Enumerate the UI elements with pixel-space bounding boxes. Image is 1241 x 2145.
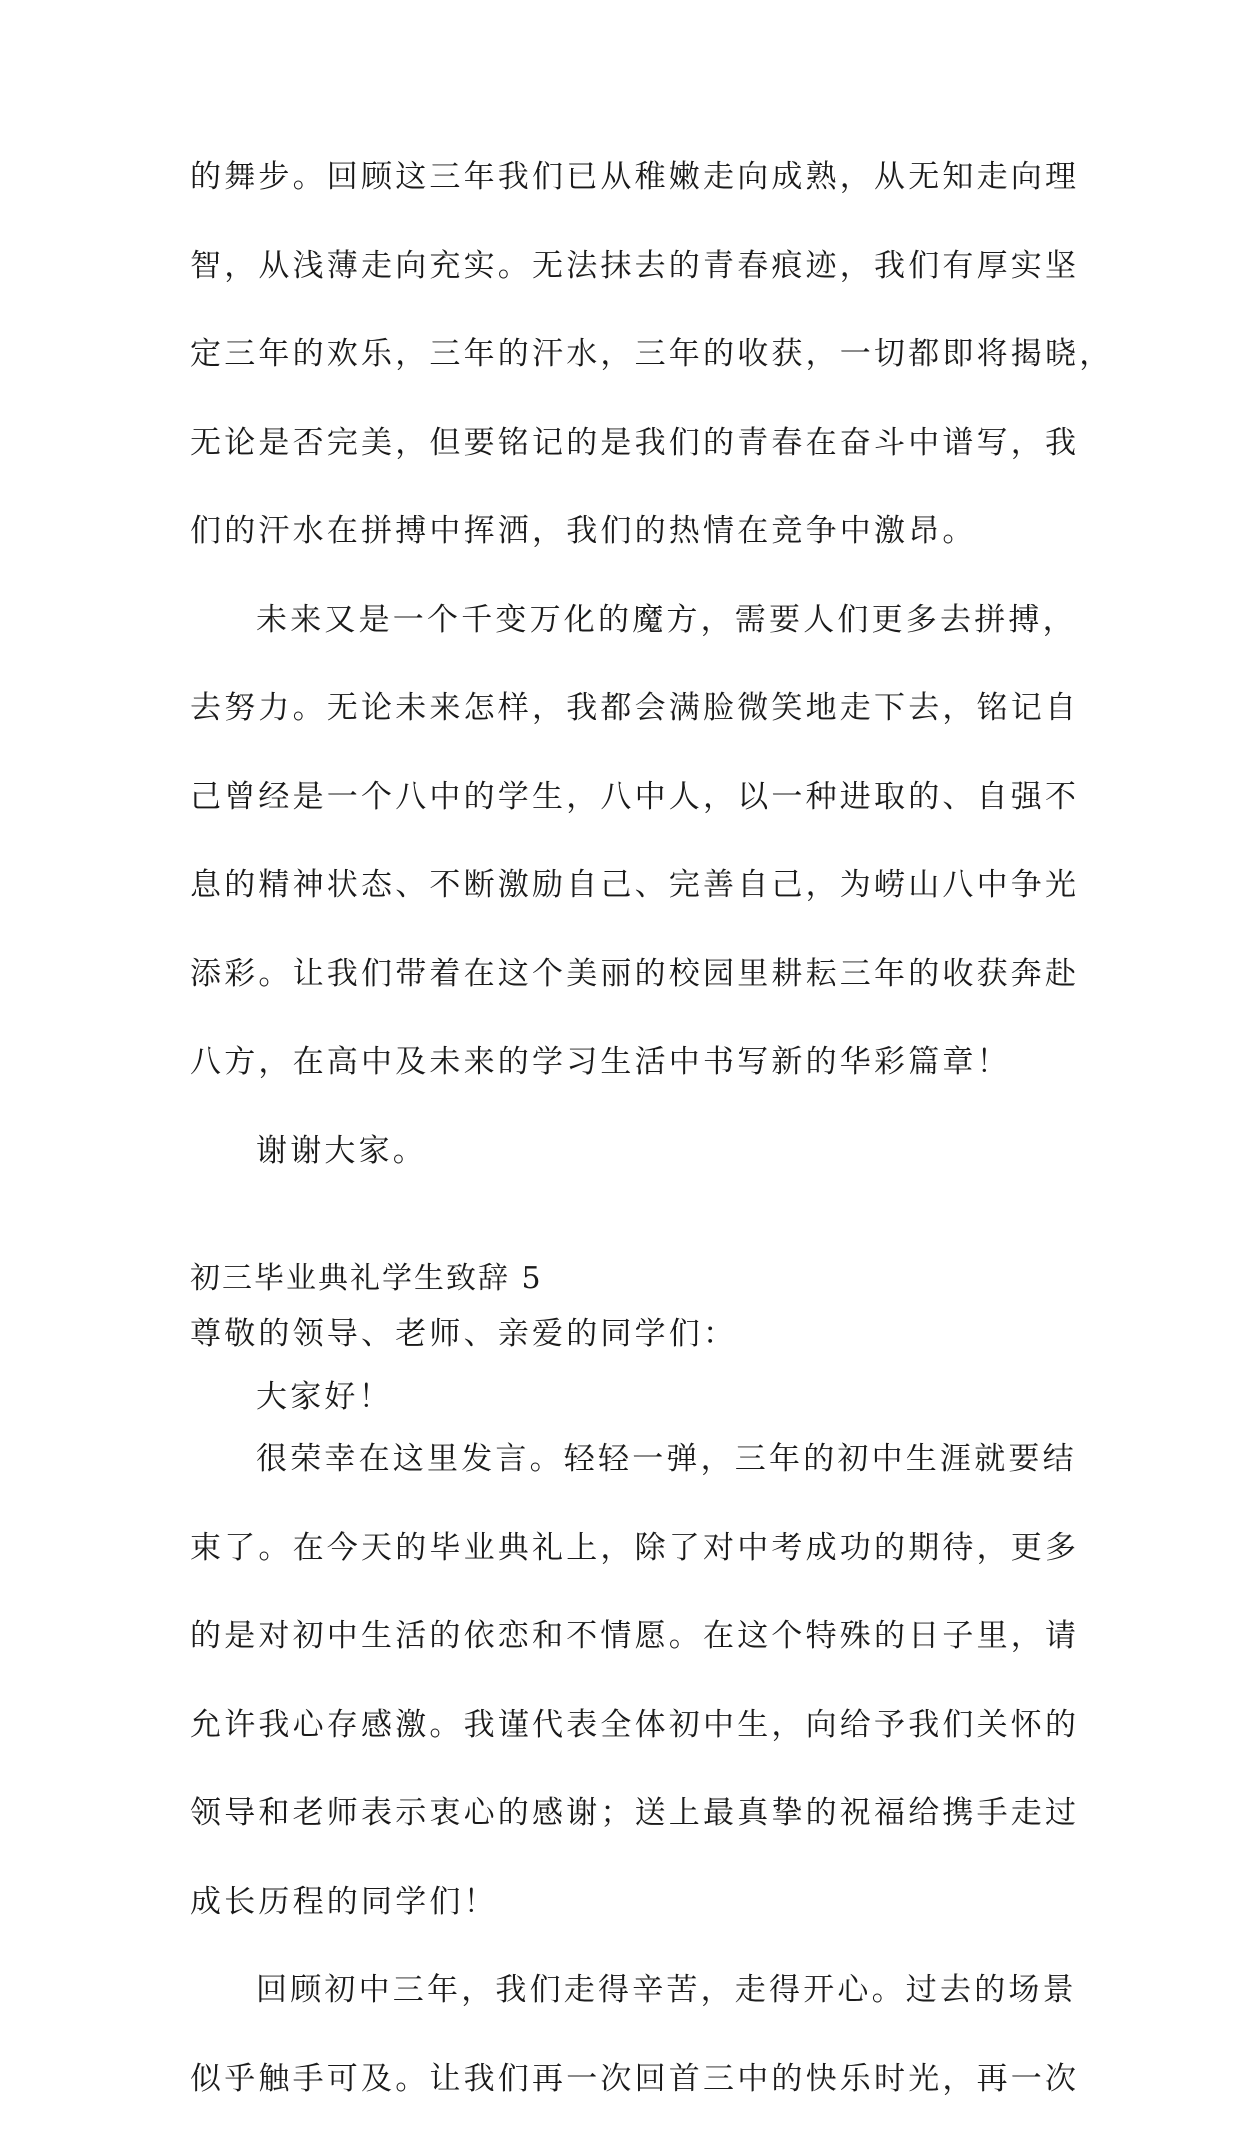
- text-line: 成长历程的同学们！: [190, 1883, 498, 1920]
- text-line: 定三年的欢乐，三年的汗水，三年的收获，一切都即将揭晓，: [190, 336, 1114, 372]
- thanks-line: 谢谢大家。: [256, 1132, 427, 1169]
- greeting: 大家好！: [256, 1379, 393, 1415]
- paragraph-1: [190, 155, 1114, 553]
- paragraph-4: [190, 1968, 1080, 2101]
- section-gap: [190, 1217, 1070, 1257]
- text-line: 似乎触手可及。让我们再一次回首三中的快乐时光，再一次: [190, 2060, 1080, 2097]
- text-line: 的是对初中生活的依恋和不情愿。在这个特殊的日子里，请: [190, 1618, 1080, 1654]
- text-line: 允许我心存感激。我谨代表全体初中生，向给予我们关怀的: [190, 1706, 1080, 1743]
- paragraph-3: [190, 1437, 1080, 1924]
- text-line: 八方，在高中及未来的学习生活中书写新的华彩篇章！: [190, 1044, 1011, 1080]
- text-line: 很荣幸在这里发言。轻轻一弹，三年的初中生涯就要结: [256, 1441, 1077, 1477]
- text-line: 无论是否完美，但要铭记的是我们的青春在奋斗中谱写，我: [190, 424, 1080, 461]
- text-line: 回顾初中三年，我们走得辛苦，走得开心。过去的场景: [256, 1972, 1077, 2008]
- text-line: 息的精神状态、不断激励自己、完善自己，为崂山八中争光: [190, 867, 1080, 903]
- text-line: 的舞步。回顾这三年我们已从稚嫩走向成熟，从无知走向理: [190, 159, 1080, 195]
- text-line: 束了。在今天的毕业典礼上，除了对中考成功的期待，更多: [190, 1529, 1080, 1566]
- section-title: 初三毕业典礼学生致辞 5: [190, 1261, 543, 1296]
- document-page: [190, 155, 1114, 2145]
- text-line: 未来又是一个千变万化的魔方，需要人们更多去拼搏，: [256, 601, 1077, 638]
- text-line: 去努力。无论未来怎样，我都会满脸微笑地走下去，铭记自: [190, 690, 1080, 726]
- text-line: 们的汗水在拼搏中挥洒，我们的热情在竞争中激昂。: [190, 513, 977, 549]
- text-line: 智，从浅薄走向充实。无法抹去的青春痕迹，我们有厚实坚: [190, 247, 1080, 284]
- text-line: 添彩。让我们带着在这个美丽的校园里耕耘三年的收获奔赴: [190, 955, 1080, 992]
- paragraph-2: [190, 598, 1080, 1085]
- text-line: 己曾经是一个八中的学生，八中人，以一种进取的、自强不: [190, 778, 1080, 815]
- salutation: 尊敬的领导、老师、亲爱的同学们：: [190, 1316, 738, 1352]
- text-line: 领导和老师表示衷心的感谢；送上最真挚的祝福给携手走过: [190, 1795, 1080, 1831]
